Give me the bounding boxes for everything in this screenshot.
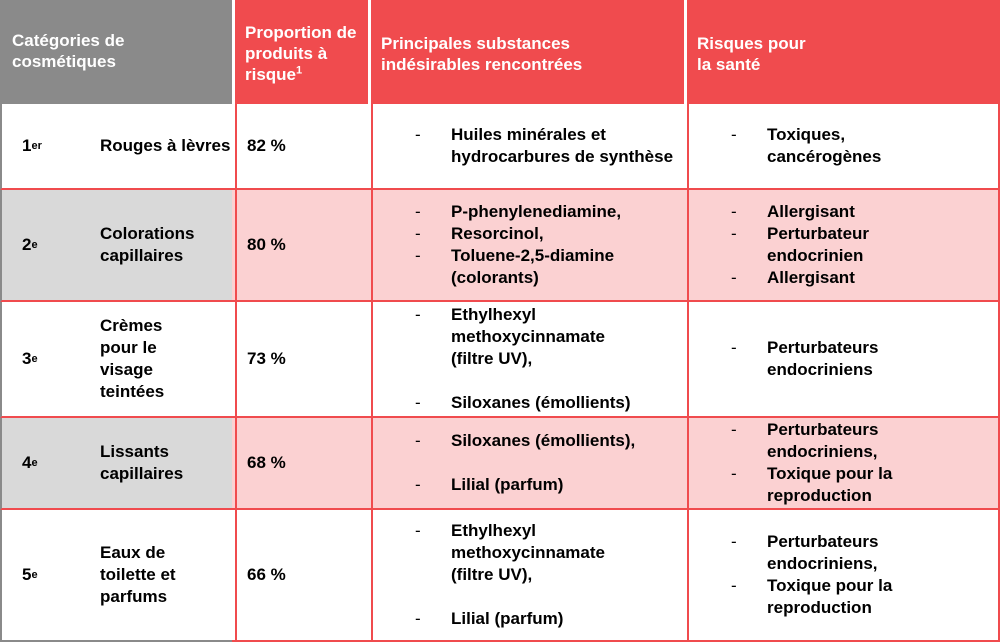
rank-number: 2 (22, 235, 32, 254)
list-item (731, 223, 998, 267)
list-item-text: Toluene-2,5-diamine (colorants) (451, 246, 615, 287)
rank-5: 5 e (22, 565, 38, 584)
footnote-marker: 1 (296, 64, 303, 77)
list-marker: - (415, 521, 421, 540)
list-item (731, 575, 998, 619)
percent-3: 73 % (235, 302, 368, 418)
table-row-3-category (0, 302, 232, 418)
list-item (415, 304, 684, 370)
list-item (415, 608, 684, 630)
list-marker: - (731, 202, 737, 221)
list-item (731, 419, 998, 463)
list-marker: - (415, 475, 421, 494)
list-item (415, 520, 684, 586)
header-risks-label: Risques pour la santé (697, 34, 806, 74)
list-item (731, 124, 998, 168)
list-item-text: Perturbateurs endocriniens, (767, 420, 879, 461)
risks-1 (687, 104, 1000, 190)
percent-1: 82 % (235, 104, 368, 190)
header-categories (0, 0, 232, 104)
list-item (415, 201, 684, 223)
rank-2: 2 e (2, 190, 100, 300)
risks-5 (687, 510, 1000, 642)
percent-5: 66 % (235, 510, 368, 642)
rank-number: 4 (22, 453, 32, 472)
list-marker: - (731, 576, 737, 595)
list-item-text: Perturbateurs endocriniens, (767, 532, 879, 573)
list-item-text: Allergisant (767, 268, 855, 287)
list-item (415, 124, 684, 168)
list-item-text: Resorcinol, (451, 224, 544, 243)
substances-2 (371, 190, 684, 302)
substances-5 (371, 510, 684, 642)
list-item-text: Toxiques, cancérogènes (767, 125, 882, 166)
list-item (415, 474, 684, 496)
risks-3 (687, 302, 1000, 418)
list-item-text: Toxique pour la reproduction (767, 576, 893, 617)
category-name-3: Crèmes pour le visage teintées (100, 316, 165, 401)
substances-3 (371, 302, 684, 418)
list-marker: - (415, 393, 421, 412)
risks-2 (687, 190, 1000, 302)
risks-4 (687, 418, 1000, 510)
list-item (415, 245, 684, 289)
list-marker: - (731, 125, 737, 144)
list-item (415, 392, 684, 414)
rank-3: 3 e (22, 349, 38, 368)
table-row-1-category (0, 104, 232, 190)
list-marker: - (415, 202, 421, 221)
list-marker: - (731, 338, 737, 357)
list-marker: - (415, 125, 421, 144)
header-proportion-label: Proportion de produits à risque (245, 23, 357, 84)
list-marker: - (415, 305, 421, 324)
rank-number: 3 (22, 349, 32, 368)
list-item (731, 337, 998, 381)
table-row-4-category (0, 418, 232, 510)
list-marker: - (415, 246, 421, 265)
category-name-1: Rouges à lèvres (100, 136, 231, 155)
list-item-text: Lilial (parfum) (451, 475, 564, 494)
header-categories-label: Catégories de cosmétiques (12, 31, 125, 71)
list-item-text: Huiles minérales et hydrocarbures de synthèse (451, 125, 674, 166)
category-name-5: Eaux de toilette et parfums (100, 543, 176, 606)
table-row-2-category (0, 190, 232, 302)
list-item-text: Lilial (parfum) (451, 609, 564, 628)
list-item (731, 531, 998, 575)
substances-4 (371, 418, 684, 510)
list-item-text: Siloxanes (émollients) (451, 393, 631, 412)
list-item (415, 223, 684, 245)
header-risks (687, 0, 1000, 104)
percent-2: 80 % (235, 190, 368, 302)
list-item-text: Perturbateurs endocriniens (767, 338, 879, 379)
list-item (731, 267, 998, 289)
list-item (731, 201, 998, 223)
list-marker: - (731, 268, 737, 287)
percent-4: 68 % (235, 418, 368, 510)
category-name-4: Lissants capillaires (90, 418, 234, 508)
list-marker: - (731, 420, 737, 439)
list-marker: - (731, 464, 737, 483)
list-item-text: Ethylhexyl methoxycinnamate (filtre UV), (451, 521, 605, 584)
list-marker: - (415, 431, 421, 450)
list-marker: - (731, 532, 737, 551)
list-item-text: Perturbateur endocrinien (767, 224, 870, 265)
list-item-text: P-phenylenediamine, (451, 202, 622, 221)
list-marker: - (415, 224, 421, 243)
list-item-text: Siloxanes (émollients), (451, 431, 636, 450)
substances-1 (371, 104, 684, 190)
list-item-text: Allergisant (767, 202, 855, 221)
header-proportion (235, 0, 368, 104)
rank-4: 4 e (2, 418, 100, 508)
list-marker: - (731, 224, 737, 243)
list-item-text: Toxique pour la reproduction (767, 464, 893, 505)
category-name-2: Colorations capillaires (90, 190, 234, 300)
header-substances-label: Principales substances indésirables rencontrées (381, 34, 583, 74)
list-item-text: Ethylhexyl methoxycinnamate (filtre UV), (451, 305, 605, 368)
list-marker: - (415, 609, 421, 628)
table-row-5-category (0, 510, 232, 642)
header-substances (371, 0, 684, 104)
list-item (731, 463, 998, 507)
rank-number: 5 (22, 565, 32, 584)
rank-1: 1 er (22, 136, 42, 155)
list-item (415, 430, 684, 452)
rank-number: 1 (22, 136, 32, 155)
